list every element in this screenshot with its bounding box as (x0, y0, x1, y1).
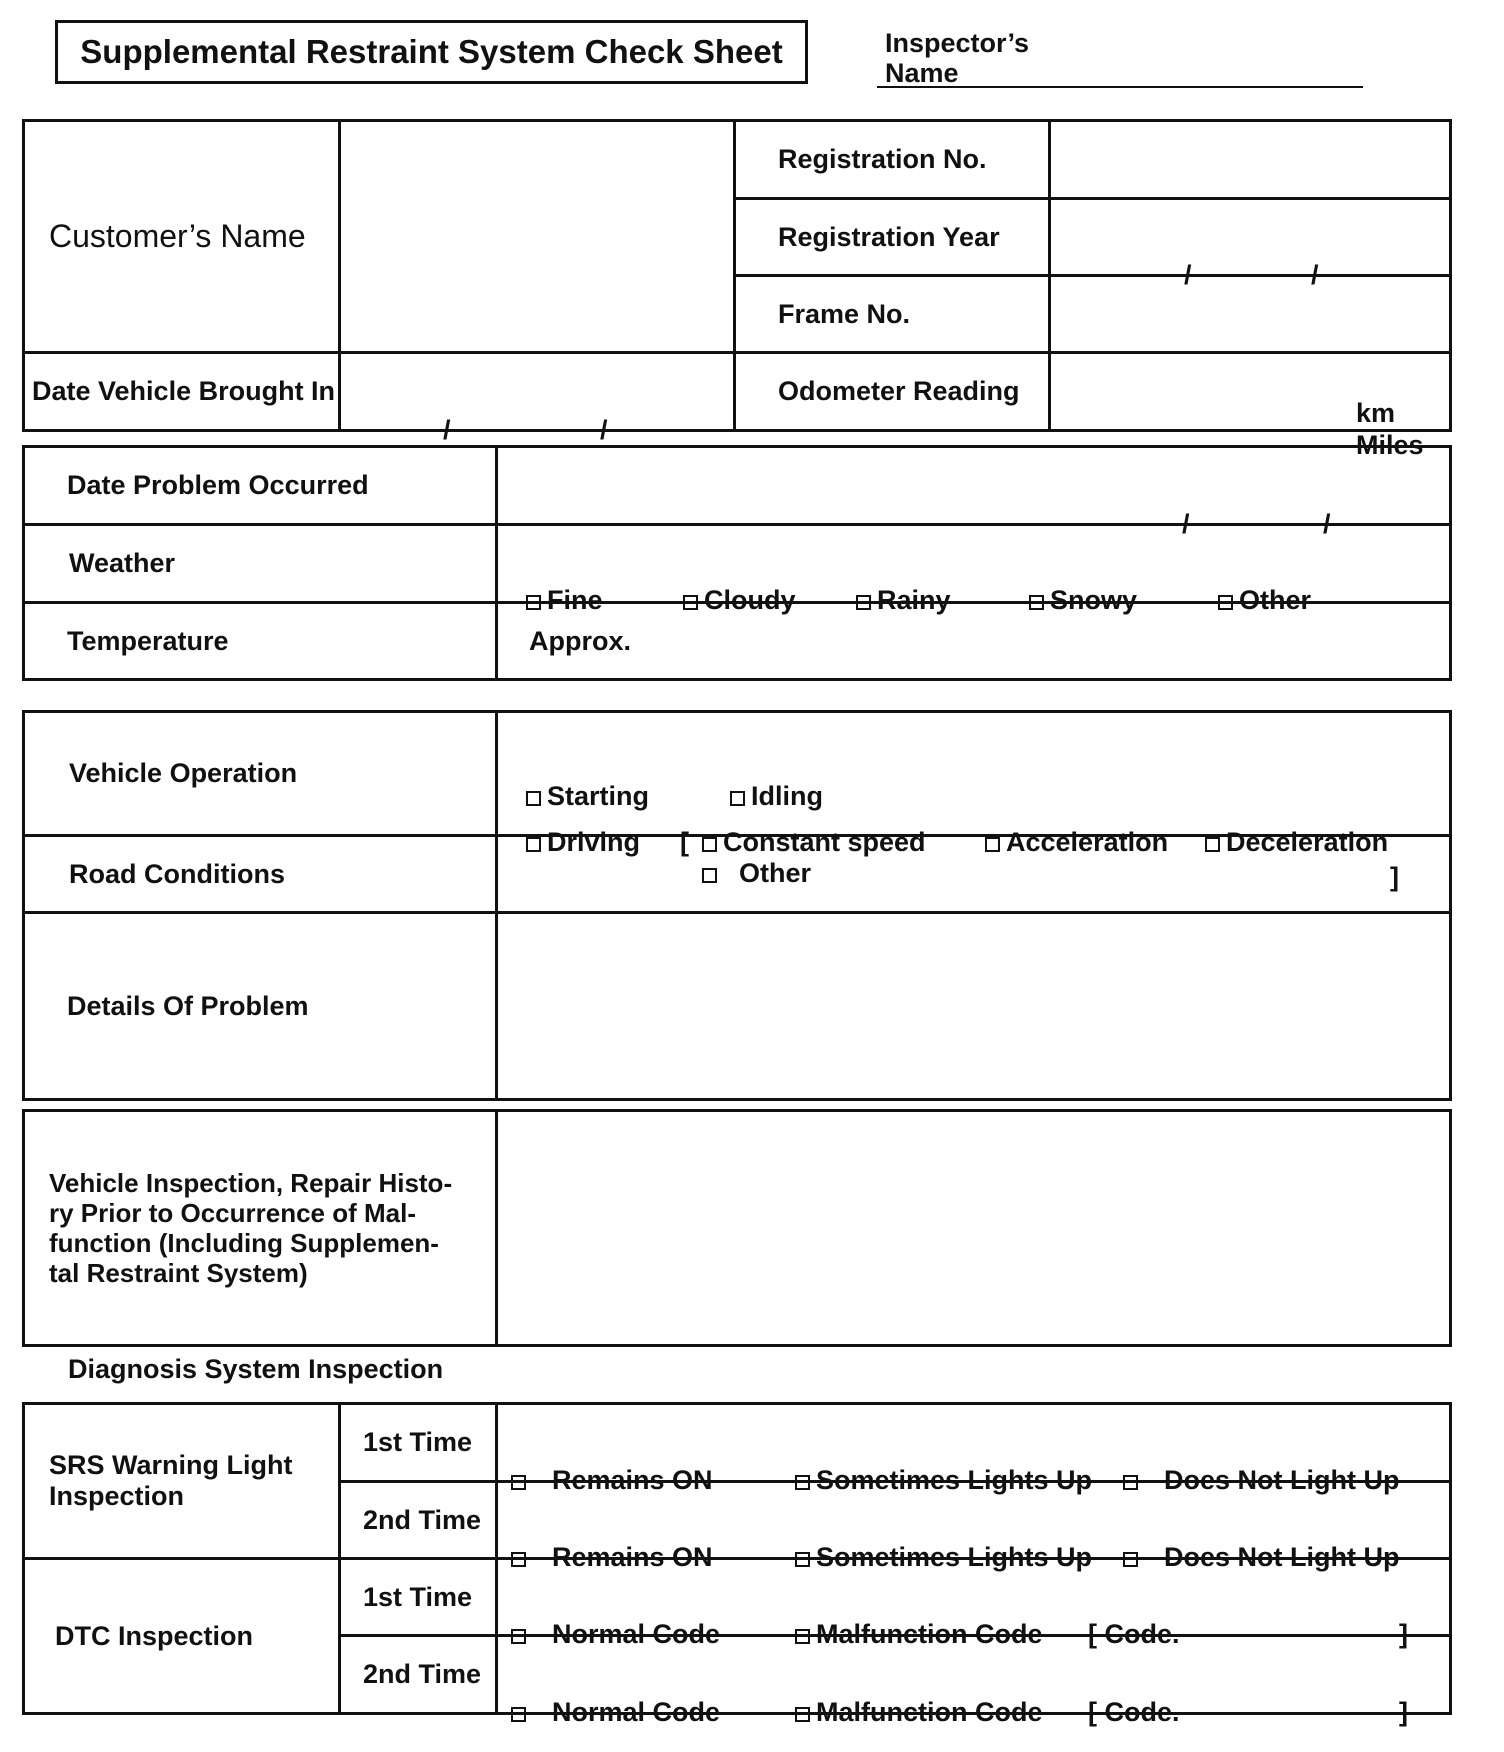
dtc-first-time-label: 1st Time (340, 1559, 497, 1636)
checkbox-icon (1123, 1552, 1138, 1567)
srs1-not-light-checkbox[interactable] (1123, 1465, 1399, 1496)
odometer-field[interactable] (1050, 353, 1451, 460)
dtc2-code-open: [ Code. (1088, 1696, 1180, 1727)
option-label: Driving (547, 826, 641, 857)
srs1-remains-on-checkbox[interactable] (511, 1465, 713, 1496)
diagnosis-section-title: Diagnosis System Inspection (68, 1354, 444, 1384)
checkbox-icon (1218, 595, 1233, 610)
vehicle-info-table (22, 119, 1452, 460)
checkbox-icon (1123, 1475, 1138, 1490)
unit-miles: Miles (1356, 429, 1424, 460)
checkbox-icon (795, 1707, 810, 1722)
history-field[interactable] (497, 1111, 1451, 1346)
option-label: Cloudy (704, 584, 796, 615)
starting-checkbox[interactable] (526, 781, 649, 812)
inspector-name-field[interactable] (877, 86, 1363, 88)
dtc1-malfunction-checkbox[interactable] (795, 1619, 1042, 1650)
weather-other-checkbox[interactable] (1218, 585, 1311, 616)
option-label: Other (1239, 584, 1312, 615)
option-label: Normal Code (552, 1619, 721, 1649)
frame-no-label: Frame No. (735, 276, 1050, 353)
srs1-sometimes-checkbox[interactable] (795, 1465, 1092, 1496)
history-label-line: tal Restraint System) (49, 1258, 308, 1288)
option-label: Rainy (877, 584, 951, 615)
checkbox-icon (795, 1552, 810, 1567)
date-brought-in-label: Date Vehicle Brought In (24, 353, 340, 431)
checkbox-icon (511, 1629, 526, 1644)
dtc2-normal-checkbox[interactable] (511, 1697, 720, 1728)
weather-rainy-checkbox[interactable] (856, 585, 951, 616)
inspector-name-label (885, 28, 1029, 88)
checkbox-icon (702, 868, 717, 883)
option-label: Does Not Light Up (1164, 1464, 1400, 1495)
srs-warning-label (24, 1404, 340, 1559)
slash: / (1184, 260, 1192, 290)
weather-cloudy-checkbox[interactable] (683, 585, 796, 616)
option-label: Malfunction Code (816, 1619, 1043, 1649)
date-brought-in-field[interactable] (340, 353, 735, 445)
page-title (55, 20, 808, 84)
option-label: Deceleration (1226, 826, 1389, 857)
date-problem-label: Date Problem Occurred (24, 447, 497, 525)
checkbox-icon (730, 791, 745, 806)
details-label: Details Of Problem (24, 913, 497, 1100)
date-problem-field[interactable] (497, 447, 1451, 539)
title-text: Supplemental Restraint System Check Sheet (80, 33, 783, 70)
dtc1-normal-checkbox[interactable] (511, 1619, 720, 1650)
inspector-label-line1: Inspector’s (885, 28, 1030, 58)
registration-no-field[interactable] (1050, 121, 1451, 199)
checkbox-icon (526, 595, 541, 610)
slash: / (443, 414, 451, 445)
option-label: Sometimes Lights Up (816, 1464, 1093, 1495)
constant-speed-checkbox[interactable] (702, 827, 926, 858)
srs-first-time-options (497, 1404, 1451, 1495)
option-label: Other (739, 857, 812, 888)
other-checkbox[interactable] (702, 858, 811, 889)
checkbox-icon (985, 837, 1000, 852)
checkbox-icon (511, 1707, 526, 1722)
temperature-approx: Approx. (529, 625, 632, 656)
checkbox-icon (511, 1552, 526, 1567)
option-label: Starting (547, 780, 650, 811)
registration-year-field[interactable] (1050, 199, 1451, 290)
details-field[interactable] (497, 913, 1451, 1100)
operation-table (22, 710, 1452, 1101)
slash: / (1311, 260, 1319, 290)
checkbox-icon (1205, 837, 1220, 852)
history-label (24, 1111, 497, 1346)
close-bracket: ] (1390, 861, 1399, 892)
checkbox-icon (526, 837, 541, 852)
option-label: Fine (547, 584, 603, 615)
weather-label: Weather (24, 525, 497, 603)
srs2-not-light-checkbox[interactable] (1123, 1542, 1399, 1573)
checkbox-icon (856, 595, 871, 610)
checkbox-icon (1029, 595, 1044, 610)
srs2-sometimes-checkbox[interactable] (795, 1542, 1092, 1573)
odometer-label: Odometer Reading (735, 353, 1050, 431)
dtc-second-time-label: 2nd Time (340, 1636, 497, 1714)
customer-name-field[interactable] (340, 121, 735, 353)
registration-no-label: Registration No. (735, 121, 1050, 199)
option-label: Acceleration (1006, 826, 1169, 857)
vehicle-operation-label: Vehicle Operation (24, 712, 497, 836)
dtc-inspection-label: DTC Inspection (24, 1559, 340, 1714)
history-label-line: function (Including Supplemen- (49, 1228, 439, 1258)
deceleration-checkbox[interactable] (1205, 827, 1388, 858)
weather-snowy-checkbox[interactable] (1029, 585, 1137, 616)
checkbox-icon (702, 837, 717, 852)
srs-label-line1: SRS Warning Light (49, 1450, 293, 1480)
registration-year-label: Registration Year (735, 199, 1050, 276)
option-label: Snowy (1050, 584, 1138, 615)
slash: / (1323, 508, 1331, 539)
srs2-remains-on-checkbox[interactable] (511, 1542, 713, 1573)
temperature-label: Temperature (24, 603, 497, 680)
dtc2-malfunction-checkbox[interactable] (795, 1697, 1042, 1728)
open-bracket: [ (680, 826, 689, 857)
slash: / (1182, 508, 1190, 539)
checkbox-icon (795, 1629, 810, 1644)
checkbox-icon (683, 595, 698, 610)
unit-km: km (1356, 397, 1396, 428)
srs-second-time-label: 2nd Time (340, 1482, 497, 1559)
option-label: Normal Code (552, 1696, 721, 1727)
history-label-line: ry Prior to Occurrence of Mal- (49, 1198, 416, 1228)
option-label: Does Not Light Up (1164, 1542, 1400, 1572)
dtc1-code-open: [ Code. (1088, 1619, 1180, 1649)
customer-name-label: Customer’s Name (24, 121, 340, 353)
option-label: Remains ON (552, 1464, 713, 1495)
vehicle-operation-options (497, 712, 1451, 892)
option-label: Remains ON (552, 1542, 713, 1572)
checkbox-icon (526, 791, 541, 806)
idling-checkbox[interactable] (730, 781, 823, 812)
option-label: Malfunction Code (816, 1696, 1043, 1727)
option-label: Idling (751, 780, 823, 811)
checkbox-icon (795, 1475, 810, 1490)
dtc2-code-close: ] (1399, 1696, 1408, 1727)
weather-options (497, 525, 1451, 615)
dtc1-code-close: ] (1399, 1619, 1408, 1649)
acceleration-checkbox[interactable] (985, 827, 1168, 858)
checkbox-icon (511, 1475, 526, 1490)
inspector-label-line2: Name (885, 58, 959, 88)
driving-checkbox[interactable] (526, 827, 640, 858)
frame-no-field[interactable] (1050, 276, 1451, 353)
slash: / (600, 414, 608, 445)
weather-fine-checkbox[interactable] (526, 585, 603, 616)
option-label: Constant speed (723, 826, 926, 857)
history-table (22, 1109, 1452, 1347)
srs-first-time-label: 1st Time (340, 1404, 497, 1482)
srs-label-line2: Inspection (49, 1481, 185, 1511)
conditions-table (22, 445, 1452, 681)
option-label: Sometimes Lights Up (816, 1542, 1093, 1572)
diagnosis-table (22, 1402, 1452, 1727)
history-label-line: Vehicle Inspection, Repair Histo- (49, 1168, 453, 1198)
road-conditions-label: Road Conditions (24, 836, 497, 913)
